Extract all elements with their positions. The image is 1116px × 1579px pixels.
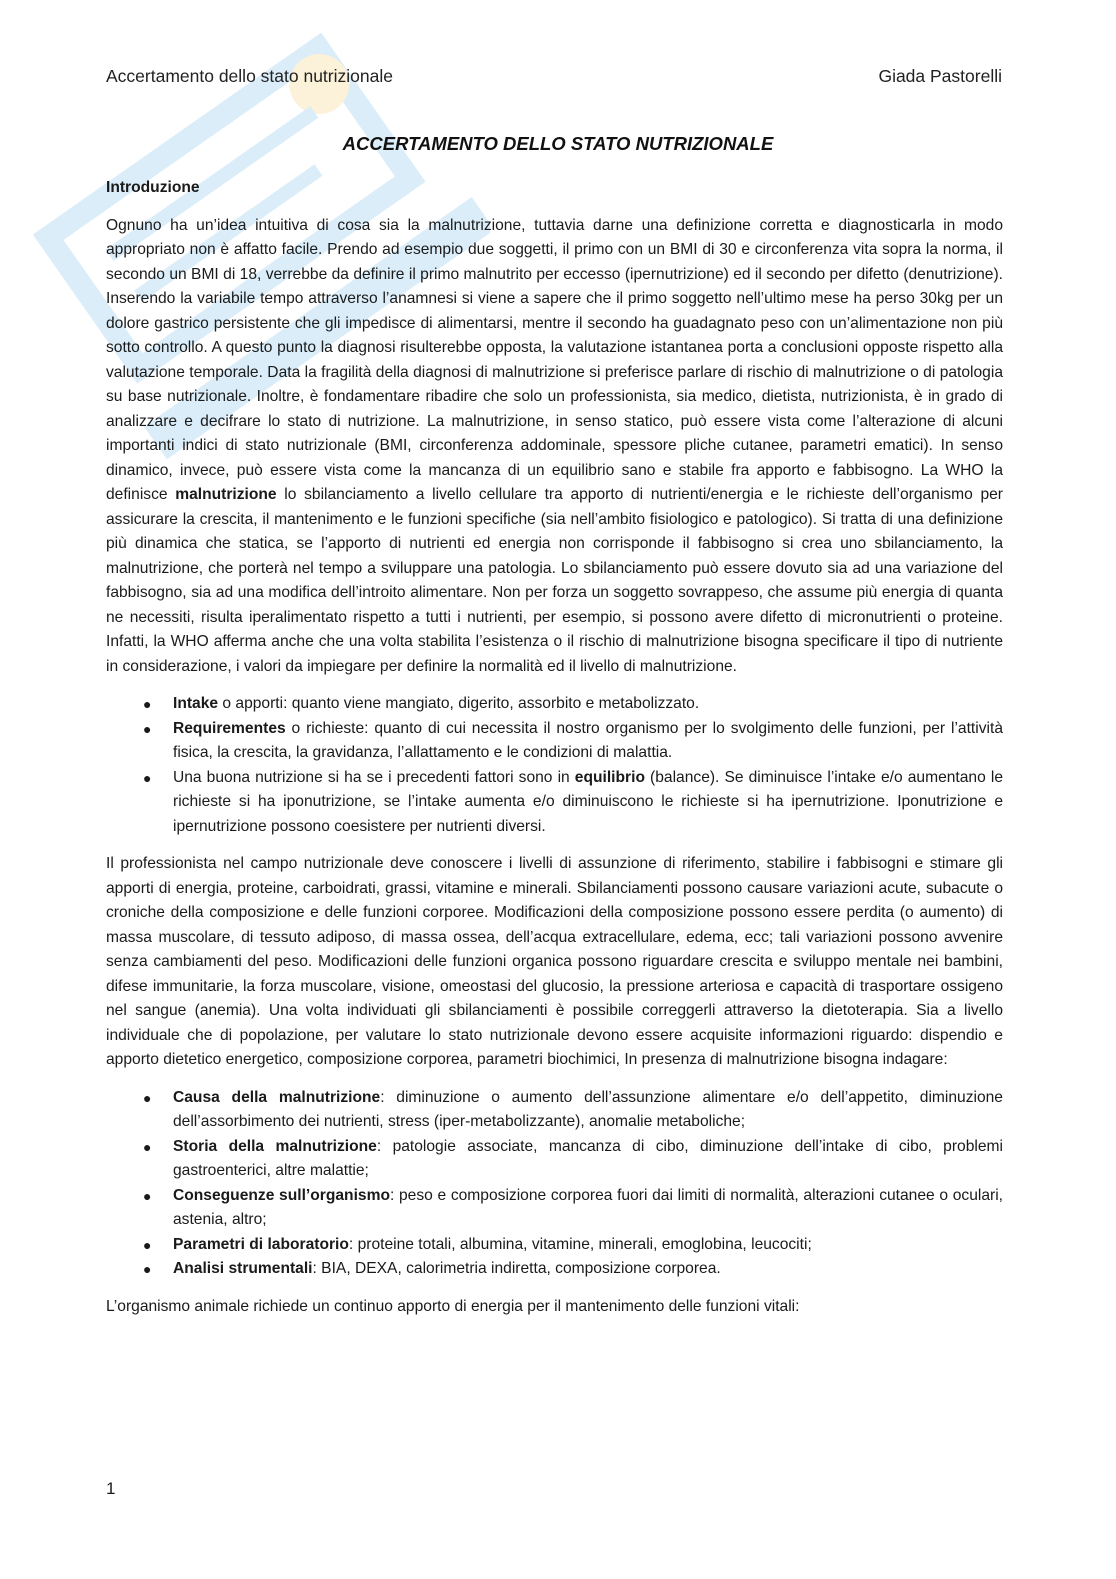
document-body (106, 176, 1003, 1332)
list-item: ● Requirementes o richieste: quanto di cui necessita il nostro organismo per lo svolgimento delle funzioni, per l’attività fisica, la crescita, la gravidanza, l’allattamento e le condizioni di malattia. (106, 717, 1003, 766)
bullet-icon: ● (143, 720, 152, 737)
list-item: ● Una buona nutrizione si ha se i precedenti fattori sono in equilibrio (balance). Se diminuisce l’intake e/o aumentano le richieste si ha iponutrizione, se l’intake aumenta e/o diminuiscono le richieste si ha ipernutrizione. Iponutrizione e ipernutrizione possono coesistere per nutrienti diversi. (106, 766, 1003, 840)
header-doc-title: Accertamento dello stato nutrizionale (106, 66, 393, 86)
paragraph-energy: L’organismo animale richiede un continuo apporto di energia per il mantenimento delle funzioni vitali: (106, 1297, 800, 1315)
bullet-icon: ● (143, 769, 152, 786)
list-item: ● Conseguenze sull’organismo: peso e composizione corporea fuori dai limiti di normalità, alterazioni cutanee o oculari, astenia, altro; (106, 1184, 1003, 1233)
list-item: ● Storia della malnutrizione: patologie associate, mancanza di cibo, diminuzione dell’intake di cibo, problemi gastroenterici, altre malattie; (106, 1135, 1003, 1184)
list-item: ● Intake o apporti: quanto viene mangiato, digerito, assorbito e metabolizzato. (106, 692, 1003, 717)
bullet-icon: ● (143, 1089, 152, 1106)
bullet-list-investigate (106, 1086, 1003, 1282)
bullet-icon: ● (143, 1138, 152, 1155)
page-header (106, 66, 1002, 87)
header-author: Giada Pastorelli (878, 66, 1002, 86)
bullet-icon: ● (143, 696, 152, 712)
list-item: ● Causa della malnutrizione: diminuzione o aumento dell’assunzione alimentare e/o dell’appetito, diminuzione dell’assorbimento dei nutrienti, stress (iper-metabolizzante), anomalie metaboliche; (106, 1086, 1003, 1135)
paragraph-intro: Ognuno ha un’idea intuitiva di cosa sia la malnutrizione, tuttavia darne una definizione corretta e diagnosticarla in modo appropriato non è affatto facile. Prendo ad esempio due soggetti, il primo con un BMI di 30 e circonferenza vita sopra la norma, il secondo un BMI di 18, verrebbe da definire il primo malnutrito per eccesso (ipernutrizione) ed il secondo per difetto (denutrizione). Inserendo la variabile tempo attraverso l’anamnesi si viene a sapere che il primo soggetto nell’ultimo mese ha perso 30kg per un dolore gastrico persistente che gli impedisce di alimentarsi, mentre il secondo ha guadagnato peso con un’alimentazione non più sotto controllo. A questo punto la diagnosi risulterebbe opposta, la valutazione istantanea porta a conclusioni opposte rispetto alla valutazione temporale. Data la fragilità della diagnosi di malnutrizione si preferisce parlare di rischio di malnutrizione o di patologia su base nutrizionale. Inoltre, è fondamentare ribadire che solo un professionista, sia medico, dietista, nutrizionista, è in grado di analizzare e decifrare lo stato di nutrizione. La malnutrizione, in senso statico, può essere vista come l’alterazione di alcuni importanti indici di stato nutrizionale (BMI, circonferenza addominale, spessore pliche cutanee, parametri ematici). In senso dinamico, invece, può essere vista come la mancanza di un equilibrio sano e stabile fra apporto e fabbisogno. La WHO la definisce malnutrizione lo sbilanciamento a livello cellulare tra apporto di nutrienti/energia e le richieste dell’organismo per assicurare la crescita, il mantenimento e le funzioni specifiche (sia nell’ambito fisiologico e patologico). Si tratta di una definizione più dinamica che statica, se l’apporto di nutrienti ed energia non corrisponde il fabbisogno si crea uno sbilanciamento, la malnutrizione, che porterà nel tempo a sviluppare una patologia. Lo sbilanciamento può essere dovuto sia ad una variazione del fabbisogno, sia ad una modifica dell’introito alimentare. Non per forza un soggetto sovrappeso, che assume più energia di quanta ne necessiti, risulta iperalimentato rispetto a tutti i nutrienti, per esempio, si possono avere difetto di micronutrienti o proteine. Infatti, la WHO afferma anche che una volta stabilita l’esistenza o il rischio di malnutrizione bisogna specificare il tipo di nutriente in considerazione, i valori da impiegare per definire la normalità ed il livello di malnutrizione. (106, 216, 1003, 675)
bullet-icon: ● (143, 1187, 152, 1204)
section-heading-introduzione: Introduzione (106, 179, 200, 196)
list-item: ● Analisi strumentali: BIA, DEXA, calorimetria indiretta, composizione corporea. (106, 1257, 1003, 1282)
bullet-icon: ● (143, 1261, 152, 1277)
paragraph-professional: Il professionista nel campo nutrizionale deve conoscere i livelli di assunzione di riferimento, stabilire i fabbisogni e stimare gli apporti di energia, proteine, carboidrati, grassi, vitamine e minerali. Sbilanciamenti possono causare variazioni acute, subacute o croniche della composizione e delle funzioni corporee. Modificazioni della composizione possono essere perdita (o aumento) di massa muscolare, di tessuto adiposo, di massa ossea, dell’acqua extracellulare, edema, ecc; tali variazioni possono avvenire senza cambiamenti del peso. Modificazioni delle funzioni organica possono riguardare crescita e sviluppo mentale nei bambini, difese immunitarie, la forza muscolare, visione, omeostasi del glucosio, la pressione arteriosa e capacità di trasportare ossigeno nel sangue (anemia). Una volta individuati gli sbilanciamenti è possibile correggerli attraverso la dietoterapia. Sia a livello individuale che di popolazione, per valutare lo stato nutrizionale devono essere acquisite informazioni riguardo: dispendio e apporto dietetico energetico, composizione corporea, parametri biochimici, In presenza di malnutrizione bisogna indagare: (106, 855, 1003, 1068)
bullet-list-balance (106, 692, 1003, 839)
document-title: ACCERTAMENTO DELLO STATO NUTRIZIONALE (342, 133, 774, 154)
page-number: 1 (106, 1479, 116, 1498)
list-item: ● Parametri di laboratorio: proteine totali, albumina, vitamine, minerali, emoglobina, leucociti; (106, 1233, 1003, 1258)
bullet-icon: ● (143, 1236, 152, 1253)
